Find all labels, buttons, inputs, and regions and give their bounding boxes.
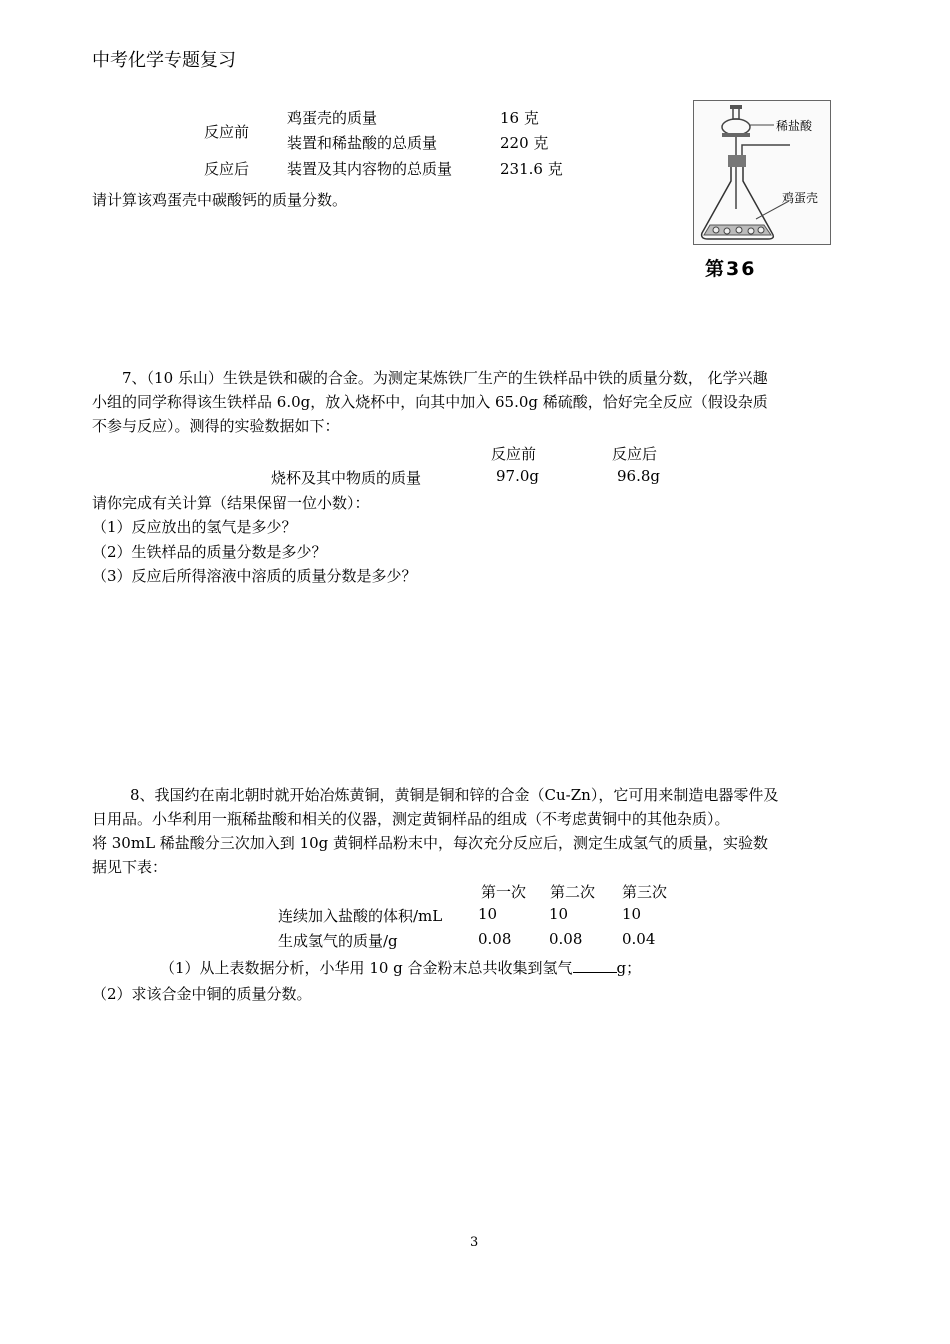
q8-row2-label: 生成氢气的质量/g <box>278 932 398 950</box>
label-eggshell: 鸡蛋壳 <box>782 191 819 205</box>
q7-sub-2: （2）生铁样品的质量分数是多少？ <box>92 543 327 561</box>
q6-value-device-acid-mass: 220 克 <box>500 134 549 152</box>
q8-row2-value-2: 0.08 <box>549 930 583 948</box>
q7-line-3: 不参与反应）。测得的实验数据如下： <box>92 417 340 435</box>
q6-value-total-mass: 231.6 克 <box>500 160 563 178</box>
q8-line-3: 将 30mL 稀盐酸分三次加入到 10g 黄铜样品粉末中，每次充分反应后，测定生成氢气的质量，实验数 <box>92 834 769 852</box>
q7-value-after: 96.8g <box>617 467 661 485</box>
page-header: 中考化学专题复习 <box>92 50 236 71</box>
q8-stem <box>92 783 862 879</box>
q8-sub-1 <box>160 957 641 978</box>
q7-line-1: 7、（10 乐山）生铁是铁和碳的合金。为测定某炼铁厂生产的生铁样品中铁的质量分数， 化学兴趣 <box>122 369 768 387</box>
q8-row1-value-1: 10 <box>478 905 498 923</box>
q8-line-1: 8、我国约在南北朝时就开始冶炼黄铜，黄铜是铜和锌的合金（Cu-Zn），它可用来制造电器零件及 <box>130 786 779 804</box>
q8-header-third: 第三次 <box>622 883 668 901</box>
q6-question: 请计算该鸡蛋壳中碳酸钙的质量分数。 <box>92 191 348 209</box>
label-dilute-hcl: 稀盐酸 <box>776 119 813 133</box>
q7-sub-1: （1）反应放出的氢气是多少？ <box>92 518 297 536</box>
q8-row2-value-3: 0.04 <box>622 930 656 948</box>
q6-item-total-mass: 装置及其内容物的总质量 <box>287 160 453 178</box>
q8-line-4: 据见下表： <box>92 858 168 876</box>
q6-item-shell-mass: 鸡蛋壳的质量 <box>287 109 378 127</box>
q8-row2-value-1: 0.08 <box>478 930 512 948</box>
q7-sub-3: （3）反应后所得溶液中溶质的质量分数是多少？ <box>92 567 417 585</box>
q6-value-shell-mass: 16 克 <box>500 109 539 127</box>
q7-header-before: 反应前 <box>491 445 537 463</box>
q7-stem <box>92 366 862 438</box>
q8-sub-1-unit: g； <box>616 959 642 977</box>
q7-instruction: 请你完成有关计算（结果保留一位小数）： <box>92 494 370 512</box>
q8-row1-value-2: 10 <box>549 905 569 923</box>
q8-line-2: 日用品。小华利用一瓶稀盐酸和相关的仪器，测定黄铜样品的组成（不考虑黄铜中的其他杂质）。 <box>92 810 730 828</box>
q6-item-device-acid-mass: 装置和稀盐酸的总质量 <box>287 134 438 152</box>
q8-sub-1-text: （1）从上表数据分析，小华用 10 g 合金粉末总共收集到氢气 <box>160 959 573 977</box>
q7-value-before: 97.0g <box>496 467 540 485</box>
q8-header-second: 第二次 <box>550 883 596 901</box>
q7-header-after: 反应后 <box>612 445 658 463</box>
figure-caption: 第36 <box>705 258 757 280</box>
q6-phase-after: 反应后 <box>204 160 250 178</box>
q7-row-label: 烧杯及其中物质的质量 <box>271 469 422 487</box>
page-number: 3 <box>470 1235 479 1250</box>
answer-blank[interactable] <box>573 958 617 973</box>
q6-phase-before: 反应前 <box>204 123 250 141</box>
q7-line-2: 小组的同学称得该生铁样品 6.0g，放入烧杯中，向其中加入 65.0g 稀硫酸，恰好完全反应（假设杂质 <box>92 393 768 411</box>
apparatus-figure <box>693 100 831 245</box>
q8-row1-label: 连续加入盐酸的体积/mL <box>278 907 443 925</box>
q8-sub-2: （2）求该合金中铜的质量分数。 <box>92 985 312 1003</box>
q8-row1-value-3: 10 <box>622 905 642 923</box>
q8-header-first: 第一次 <box>481 883 527 901</box>
